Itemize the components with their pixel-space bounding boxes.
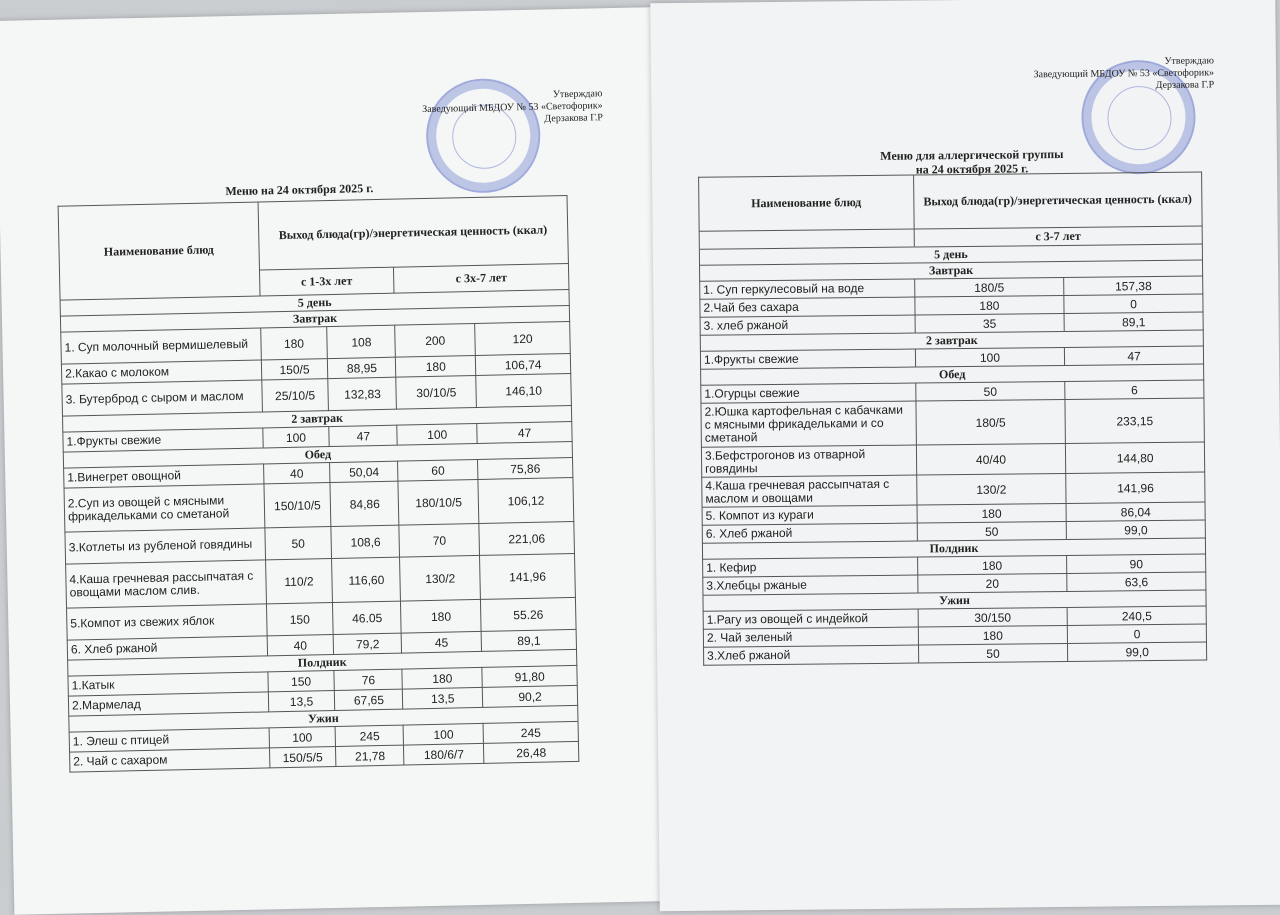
dish-value: 132,83 (328, 377, 397, 410)
dish-value: 60 (398, 459, 478, 481)
dish-value: 13,5 (268, 691, 335, 712)
section-title: Ужин (69, 705, 578, 732)
dish-value: 150/10/5 (263, 483, 331, 528)
section-title: Обед (63, 441, 572, 468)
dish-value: 110/2 (265, 559, 333, 604)
dish-value: 50 (264, 527, 332, 560)
dish-value: 21,78 (336, 745, 404, 766)
dish-value: 150 (266, 603, 334, 636)
menu-sheet-main (0, 7, 669, 915)
dish-name: 3. Бутерброд с сыром и маслом (62, 380, 262, 416)
dish-value: 99,0 (1068, 642, 1207, 661)
dish-name: 6. Хлеб ржаной (67, 636, 267, 660)
dish-value: 100 (397, 423, 477, 445)
dish-value: 30/150 (918, 607, 1068, 627)
dish-name: 2. Чай зеленый (703, 627, 918, 647)
dish-name: 1.Катык (68, 672, 268, 696)
dish-name: 3.Хлебцы ржаные (703, 575, 918, 595)
dish-value: 0 (1068, 624, 1207, 643)
dish-value: 180 (917, 555, 1067, 575)
section-title: Ужин (703, 590, 1206, 611)
dish-value: 90,2 (482, 685, 577, 707)
dish-name: 4.Каша гречневая рассыпчатая с маслом и овощами (702, 475, 917, 507)
dish-value: 47 (329, 425, 397, 446)
dish-value: 35 (915, 313, 1065, 333)
dish-value: 91,80 (482, 665, 577, 687)
dish-name: 3.Бефстрогонов из отварной говядины (701, 445, 916, 477)
dish-value: 180 (396, 355, 476, 377)
dish-value: 180 (260, 327, 328, 360)
dish-value: 233,15 (1065, 398, 1204, 443)
dish-value: 100 (915, 347, 1065, 367)
dish-value: 180 (402, 667, 482, 689)
dish-value: 180 (918, 625, 1068, 645)
dish-name: 2.Чай без сахара (700, 297, 915, 317)
dish-name: 3.Хлеб ржаной (704, 645, 919, 665)
dish-name: 3.Котлеты из рубленой говядины (65, 528, 265, 564)
dish-value: 50,04 (330, 461, 398, 482)
dish-name: 2. Чай с сахаром (70, 748, 270, 772)
dish-name: 1. Кефир (703, 557, 918, 577)
dish-value: 67,65 (335, 689, 403, 710)
dish-value: 116,60 (332, 557, 401, 602)
dish-value: 88,95 (328, 357, 396, 378)
dish-name: 6. Хлеб ржаной (702, 523, 917, 543)
dish-value: 20 (917, 573, 1067, 593)
menu-title-line2: на 24 октября 2025 г. (915, 161, 1029, 177)
header-age-3-7: с 3х-7 лет (394, 264, 569, 294)
dish-name: 5.Компот из свежих яблок (67, 604, 267, 640)
dish-value: 150/5 (261, 359, 328, 380)
section-title: 2 завтрак (700, 330, 1203, 351)
dish-value: 26,48 (484, 741, 579, 763)
dish-value: 45 (401, 631, 481, 653)
header-age-1-3: с 1-3х лет (259, 267, 394, 296)
day-label: 5 день (60, 290, 569, 317)
dish-value: 240,5 (1067, 606, 1206, 625)
dish-value: 13,5 (403, 687, 483, 709)
dish-value: 100 (403, 723, 483, 745)
dish-value: 150 (267, 671, 334, 692)
table-row (701, 398, 1204, 447)
dish-value: 130/2 (916, 473, 1066, 505)
section-title: 2 завтрак (63, 405, 572, 432)
menu-table-allergy (698, 172, 1207, 666)
dish-value: 245 (483, 721, 578, 743)
dish-name: 1.Фрукты свежие (63, 428, 263, 452)
approval-block (914, 55, 1214, 94)
dish-value: 100 (262, 427, 329, 448)
dish-name: 2.Суп из овощей с мясными фрикадельками со сметаной (64, 484, 264, 532)
dish-value: 180/5 (916, 399, 1066, 445)
dish-value: 40/40 (916, 443, 1066, 475)
dish-value: 90 (1067, 554, 1206, 573)
dish-name: 2.Мармелад (68, 692, 268, 716)
dish-name: 1.Рагу из овощей с индейкой (703, 609, 918, 629)
dish-value: 50 (917, 521, 1067, 541)
dish-value: 141,96 (480, 553, 576, 599)
dish-value: 63,6 (1067, 572, 1206, 591)
dish-value: 180/6/7 (404, 743, 484, 765)
dish-value: 141,96 (1066, 472, 1205, 503)
dish-value: 146,10 (476, 373, 571, 407)
dish-value: 180/10/5 (398, 479, 479, 525)
dish-value: 40 (263, 463, 330, 484)
approval-title: Утверждаю (1164, 55, 1214, 67)
section-title: Полдник (702, 538, 1205, 559)
dish-value: 150/5/5 (269, 746, 336, 767)
menu-table-main (58, 195, 580, 773)
dish-value: 50 (915, 381, 1065, 401)
dish-value: 245 (336, 725, 404, 746)
dish-value: 221,06 (479, 521, 574, 555)
dish-name: 1.Фрукты свежие (700, 349, 915, 369)
dish-value: 100 (269, 726, 336, 747)
dish-name: 2.Какао с молоком (61, 360, 261, 384)
dish-value: 89,1 (1064, 312, 1203, 331)
dish-name: 4.Каша гречневая рассыпчатая с овощами маслом слив. (66, 560, 266, 608)
dish-value: 106,74 (476, 353, 571, 375)
approval-signer: Дерзакова Г.Р (544, 112, 603, 125)
table-row (704, 642, 1207, 665)
dish-name: 5. Компот из кураги (702, 505, 917, 525)
dish-value: 99,0 (1066, 520, 1205, 539)
header-age-3-7: с 3-7 лет (914, 226, 1203, 247)
dish-value: 180 (401, 599, 482, 633)
dish-value: 50 (918, 643, 1068, 663)
dish-name: 1. Суп геркулесовый на воде (700, 279, 915, 299)
approval-title: Утверждаю (552, 88, 603, 101)
approval-block (302, 88, 603, 130)
dish-value: 106,12 (478, 477, 574, 523)
section-title: Обед (701, 364, 1204, 385)
dish-value: 157,38 (1064, 276, 1203, 295)
section-title: Завтрак (60, 306, 569, 333)
dish-value: 47 (1065, 346, 1204, 365)
approval-signer: Дерзакова Г.Р (1155, 79, 1215, 92)
dish-value: 84,86 (330, 481, 399, 526)
dish-value: 79,2 (334, 633, 402, 654)
dish-name: 1.Огурцы свежие (701, 383, 916, 403)
header-output: Выход блюда(гр)/энергетическая ценность (ккал) (258, 196, 569, 270)
dish-value: 180 (914, 295, 1064, 315)
dish-value: 200 (395, 323, 476, 357)
dish-value: 144,80 (1066, 442, 1205, 473)
section-title: Полдник (68, 649, 577, 676)
dish-name: 3. хлеб ржаной (700, 315, 915, 335)
dish-value: 120 (475, 322, 570, 356)
dish-name: 1.Винегрет овощной (64, 464, 264, 488)
header-dish-name: Наименование блюд (699, 175, 914, 231)
dish-value: 0 (1064, 294, 1203, 313)
dish-value: 130/2 (400, 555, 481, 601)
dish-value: 6 (1065, 380, 1204, 399)
dish-value: 180/5 (914, 277, 1064, 297)
header-output: Выход блюда(гр)/энергетическая ценность (ккал) (913, 172, 1202, 229)
dish-name: 1. Суп молочный вермишелевый (61, 328, 261, 364)
dish-value: 86,04 (1066, 502, 1205, 521)
dish-value: 108 (327, 325, 396, 358)
dish-value: 70 (399, 523, 480, 557)
section-title: Завтрак (700, 260, 1203, 281)
day-label: 5 день (699, 244, 1202, 265)
dish-value: 89,1 (481, 629, 576, 651)
dish-value: 40 (267, 635, 334, 656)
dish-value: 75,86 (478, 457, 573, 479)
dish-value: 108,6 (331, 525, 400, 558)
dish-value: 30/10/5 (396, 375, 477, 409)
dish-value: 46.05 (333, 601, 402, 634)
menu-title-line1: Меню для аллергической группы (880, 146, 1064, 163)
menu-sheet-allergy (650, 0, 1280, 911)
dish-name: 1. Элеш с птицей (69, 728, 269, 752)
dish-value: 76 (334, 669, 402, 690)
approval-position: Заведующий МБДОУ № 53 «Светофорик» (422, 100, 603, 116)
dish-name: 2.Юшка картофельная с кабачками с мясными фрикадельками и со сметаной (701, 401, 916, 447)
menu-title: Меню на 24 октября 2025 г. (225, 181, 374, 199)
header-dish-name: Наименование блюд (58, 202, 259, 300)
approval-position: Заведующий МБДОУ № 53 «Светофорик» (1033, 67, 1215, 81)
dish-value: 25/10/5 (261, 379, 329, 412)
dish-value: 55.26 (481, 597, 576, 631)
dish-value: 180 (917, 503, 1067, 523)
dish-value: 47 (477, 421, 572, 443)
